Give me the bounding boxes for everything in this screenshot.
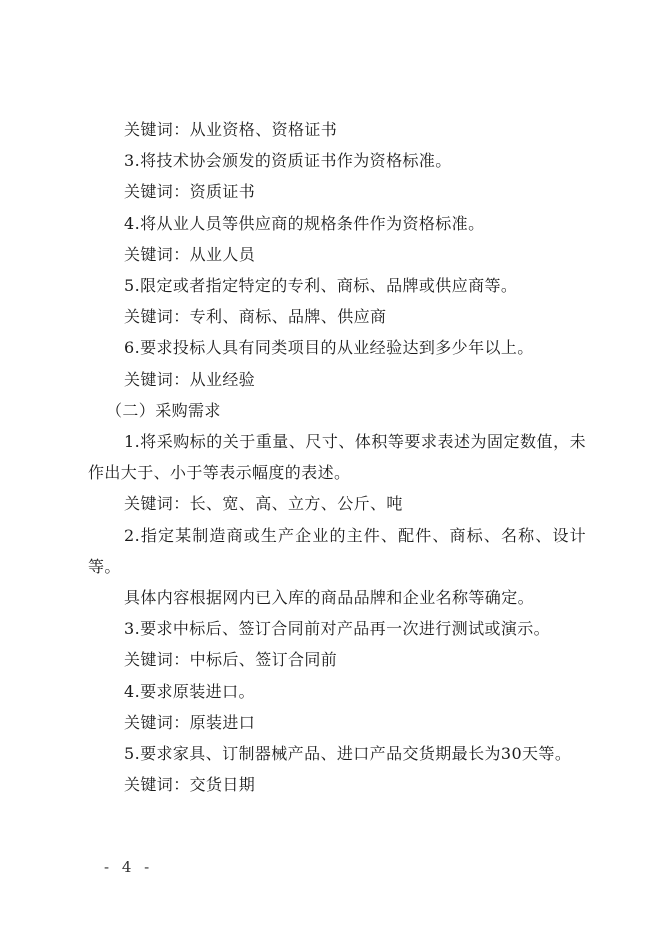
- paragraph: 6.要求投标人具有同类项目的从业经验达到多少年以上。: [124, 338, 534, 358]
- paragraph: 关键词：从业资格、资格证书: [124, 120, 338, 139]
- paragraph: 1.将采购标的关于重量、尺寸、体积等要求表述为固定数值，未作出大于、小于等表示幅度的表述。: [88, 432, 586, 483]
- paragraph: 关键词：原装进口: [124, 712, 256, 732]
- paragraph: 关键词：从业人员: [124, 244, 256, 264]
- paragraph: 2.指定某制造商或生产企业的主件、配件、商标、名称、设计等。: [88, 525, 586, 576]
- paragraph: 4.将从业人员等供应商的规格条件作为资格标准。: [124, 213, 485, 233]
- paragraph: 具体内容根据网内已入库的商品品牌和企业名称等确定。: [124, 588, 535, 608]
- paragraph: 关键词：中标后、签订合同前: [124, 650, 338, 670]
- paragraph: 关键词：从业经验: [124, 369, 256, 389]
- paragraph: 5.要求家具、订制器械产品、进口产品交货期最长为30天等。: [124, 744, 572, 764]
- section-heading: （二）采购需求: [106, 400, 221, 420]
- paragraph: 5.限定或者指定特定的专利、商标、品牌或供应商等。: [124, 276, 518, 296]
- paragraph: 关键词：资质证书: [124, 182, 256, 202]
- paragraph: 关键词：交货日期: [124, 775, 256, 795]
- page-number: - 4 -: [104, 858, 154, 876]
- paragraph: 4.要求原装进口。: [124, 681, 255, 701]
- paragraph: 关键词：专利、商标、品牌、供应商: [124, 307, 387, 327]
- paragraph: 关键词：长、宽、高、立方、公斤、吨: [124, 494, 403, 514]
- document-body: [88, 114, 586, 800]
- paragraph: 3.要求中标后、签订合同前对产品再一次进行测试或演示。: [124, 619, 551, 639]
- paragraph: 3.将技术协会颁发的资质证书作为资格标准。: [124, 151, 452, 171]
